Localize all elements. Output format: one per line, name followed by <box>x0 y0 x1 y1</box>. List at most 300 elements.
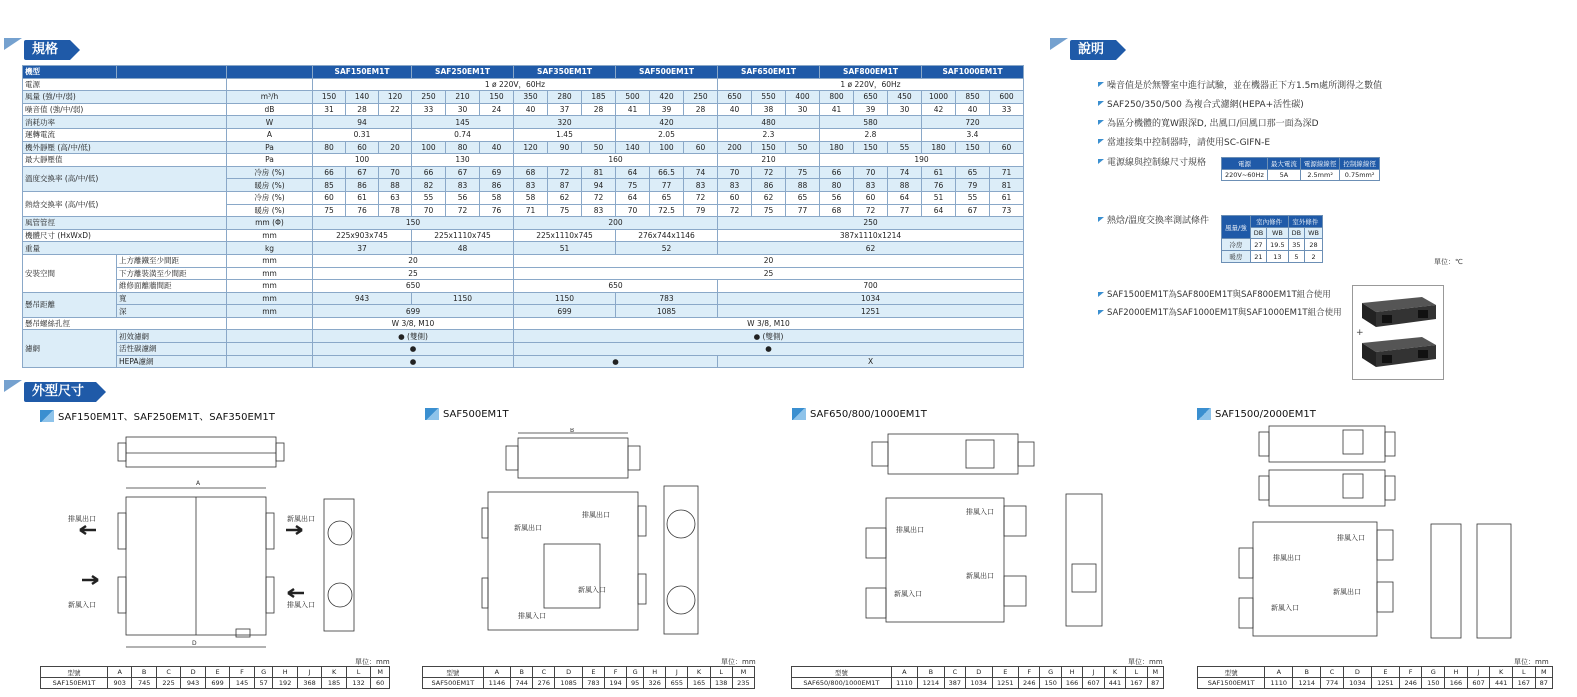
spec-cell: 66.5 <box>650 166 684 179</box>
dims-section-title: 外型尺寸 <box>24 382 96 402</box>
spec-cell: 75 <box>786 166 820 179</box>
spec-cell: 62 <box>548 191 582 204</box>
spec-cell: 1251 <box>718 305 1024 318</box>
spec-cell: X <box>718 355 1024 368</box>
spec-cell: 71 <box>514 204 548 217</box>
spec-cell: 56 <box>446 191 480 204</box>
spec-model-header: SAF1000EM1T <box>922 66 1024 79</box>
spec-cell: 250 <box>718 217 1024 230</box>
spec-cell: 64 <box>616 166 650 179</box>
spec-cell: 90 <box>548 141 582 154</box>
dimension-drawing-3 <box>836 428 1136 653</box>
spec-cell: W <box>227 116 313 129</box>
spec-cell: 88 <box>786 179 820 192</box>
spec-cell: 70 <box>718 166 752 179</box>
spec-cell: 88 <box>888 179 922 192</box>
spec-cell: 37 <box>313 242 412 255</box>
spec-cell: 熱焓交換率 (高/中/低) <box>23 191 227 216</box>
spec-cell: 80 <box>820 179 854 192</box>
spec-cell: 72 <box>446 204 480 217</box>
spec-row <box>23 217 1024 230</box>
spec-cell: 83 <box>854 179 888 192</box>
spec-cell: 0.31 <box>313 128 412 141</box>
test-condition-label: 熱焓/溫度交換率測試條件 <box>1098 213 1209 226</box>
dims-group-title: SAF500EM1T <box>425 408 509 420</box>
spec-cell: 200 <box>514 217 718 230</box>
spec-cell: 350 <box>514 91 548 104</box>
spec-cell: 250 <box>684 91 718 104</box>
spec-cell: 消耗功率 <box>23 116 227 129</box>
spec-cell: 500 <box>616 91 650 104</box>
spec-row <box>23 254 1024 267</box>
spec-cell: 暖房 (%) <box>227 204 313 217</box>
spec-cell: 電源 <box>23 78 227 91</box>
spec-cell: 320 <box>514 116 616 129</box>
note-item: 當連接集中控制器時，請使用SC-GIFN-E <box>1098 135 1270 148</box>
svg-text:排風入口: 排風入口 <box>966 508 994 516</box>
spec-cell: 2.3 <box>718 128 820 141</box>
spec-cell: mm <box>227 254 313 267</box>
spec-model-header: SAF500EM1T <box>616 66 718 79</box>
spec-cell: 120 <box>514 141 548 154</box>
dims-group-title: SAF1500/2000EM1T <box>1197 408 1316 420</box>
plus-sign: + <box>1356 328 1364 338</box>
spec-cell: 維修面離牆間距 <box>117 280 227 293</box>
spec-cell: 94 <box>313 116 412 129</box>
spec-cell: 40 <box>514 103 548 116</box>
svg-text:排風出口: 排風出口 <box>896 526 924 534</box>
dims-table-1: 型號 A B C D E F G H J K L M SAF150EM1T 903 745 225 943 699 145 57 192 368 185 132 60 <box>40 666 390 689</box>
note-item: 為區分機體的寬W跟深D, 出風口/回風口那一面為深D <box>1098 116 1319 129</box>
svg-text:新風入口: 新風入口 <box>894 590 922 598</box>
spec-cell: 83 <box>582 204 616 217</box>
spec-row <box>23 267 1024 280</box>
spec-cell: 初效濾網 <box>117 330 227 343</box>
spec-cell <box>227 317 313 330</box>
spec-row <box>23 305 1024 318</box>
section-marker-icon <box>1197 408 1211 420</box>
spec-cell: 62 <box>752 191 786 204</box>
dimension-drawing-2 <box>478 428 708 653</box>
spec-cell: 580 <box>820 116 922 129</box>
spec-cell: 機體尺寸 (HxWxD) <box>23 229 227 242</box>
spec-cell: 699 <box>514 305 616 318</box>
spec-cell: 72.5 <box>650 204 684 217</box>
spec-cell: ● <box>514 355 718 368</box>
spec-cell: 40 <box>956 103 990 116</box>
spec-row <box>23 242 1024 255</box>
spec-cell: W 3/8, M10 <box>313 317 514 330</box>
spec-row <box>23 141 1024 154</box>
spec-cell: mm (Φ) <box>227 217 313 230</box>
svg-text:B: B <box>570 428 575 434</box>
spec-row <box>23 116 1024 129</box>
spec-cell: 150 <box>480 91 514 104</box>
spec-cell: 73 <box>990 204 1024 217</box>
svg-text:排風入口: 排風入口 <box>1337 534 1365 542</box>
svg-text:新風出口: 新風出口 <box>966 572 994 580</box>
spec-cell: kg <box>227 242 313 255</box>
spec-cell: 225x903x745 <box>313 229 412 242</box>
spec-cell: 225x1110x745 <box>412 229 514 242</box>
spec-cell: 60 <box>684 141 718 154</box>
spec-cell: 943 <box>313 292 412 305</box>
spec-cell: 0.74 <box>412 128 514 141</box>
spec-cell: 650 <box>514 280 718 293</box>
dims-unit: 單位：mm <box>355 658 390 666</box>
spec-cell: 24 <box>480 103 514 116</box>
spec-cell: 83 <box>718 179 752 192</box>
spec-cell: mm <box>227 229 313 242</box>
spec-cell: 77 <box>888 204 922 217</box>
spec-cell: 79 <box>684 204 718 217</box>
dimension-drawing-1 <box>60 425 390 650</box>
spec-cell: 86 <box>480 179 514 192</box>
spec-cell: 85 <box>313 179 346 192</box>
spec-cell <box>227 66 313 79</box>
spec-cell: HEPA濾網 <box>117 355 227 368</box>
spec-cell: 39 <box>650 103 684 116</box>
spec-cell: 30 <box>888 103 922 116</box>
spec-cell: 150 <box>956 141 990 154</box>
spec-cell: 185 <box>582 91 616 104</box>
spec-row <box>23 91 1024 104</box>
spec-cell: 1150 <box>412 292 514 305</box>
spec-row <box>23 166 1024 179</box>
spec-cell: 77 <box>650 179 684 192</box>
spec-cell: mm <box>227 267 313 280</box>
svg-text:排風出口: 排風出口 <box>1273 554 1301 562</box>
spec-cell: 699 <box>313 305 514 318</box>
spec-cell: Pa <box>227 154 313 167</box>
spec-cell: 60 <box>990 141 1024 154</box>
svg-text:排風入口: 排風入口 <box>518 612 546 620</box>
spec-row <box>23 355 1024 368</box>
dims-unit: 單位：mm <box>1514 658 1549 666</box>
spec-cell: 72 <box>854 204 888 217</box>
spec-cell: 72 <box>548 166 582 179</box>
spec-cell: 61 <box>346 191 379 204</box>
spec-cell: W 3/8, M10 <box>514 317 1024 330</box>
svg-text:新風出口: 新風出口 <box>1333 588 1361 596</box>
spec-cell: 600 <box>990 91 1024 104</box>
dims-unit: 單位：mm <box>1128 658 1163 666</box>
spec-cell: ● <box>514 343 1024 356</box>
spec-cell: 2.05 <box>616 128 718 141</box>
dimension-drawing-4 <box>1225 422 1525 654</box>
spec-model-header: SAF650EM1T <box>718 66 820 79</box>
spec-cell: 噪音值 (強/中/弱) <box>23 103 227 116</box>
svg-text:排風出口: 排風出口 <box>68 515 96 523</box>
spec-cell: 60 <box>718 191 752 204</box>
svg-text:新風入口: 新風入口 <box>1271 604 1299 612</box>
spec-cell: 180 <box>922 141 956 154</box>
spec-cell: 200 <box>718 141 752 154</box>
spec-cell: 850 <box>956 91 990 104</box>
spec-cell: 64 <box>888 191 922 204</box>
spec-cell: mm <box>227 305 313 318</box>
spec-cell: 濾網 <box>23 330 117 368</box>
spec-cell: m³/h <box>227 91 313 104</box>
spec-row <box>23 343 1024 356</box>
spec-cell: 冷房 (%) <box>227 191 313 204</box>
spec-cell: 風管管徑 <box>23 217 227 230</box>
spec-cell: 75 <box>752 204 786 217</box>
spec-cell: 51 <box>514 242 616 255</box>
spec-header-row <box>23 66 1024 79</box>
spec-cell: 800 <box>820 91 854 104</box>
svg-text:新風出口: 新風出口 <box>514 524 542 532</box>
spec-cell: 210 <box>718 154 820 167</box>
spec-cell: 61 <box>922 166 956 179</box>
spec-cell: 1 ø 220V，60Hz <box>313 78 718 91</box>
spec-cell: 56 <box>820 191 854 204</box>
spec-cell: Pa <box>227 141 313 154</box>
spec-cell: 深 <box>117 305 227 318</box>
spec-cell: 387x1110x1214 <box>718 229 1024 242</box>
spec-cell: 20 <box>313 254 514 267</box>
spec-cell: 31 <box>313 103 346 116</box>
spec-cell <box>227 330 313 343</box>
note-item: 噪音值是於無響室中進行試驗，並在機器正下方1.5m處所測得之數值 <box>1098 78 1382 91</box>
spec-cell: 100 <box>650 141 684 154</box>
svg-text:新風入口: 新風入口 <box>578 586 606 594</box>
dims-table-2: 型號 A B C D E F G H J K L M SAF500EM1T 1146 744 276 1085 783 194 95 326 655 165 138 235 <box>422 666 755 689</box>
spec-cell: 420 <box>616 116 718 129</box>
spec-cell: 65 <box>650 191 684 204</box>
spec-cell: 寬 <box>117 292 227 305</box>
combo-note-2: SAF2000EM1T為SAF1000EM1T與SAF1000EM1T組合使用 <box>1098 306 1342 318</box>
spec-cell: 480 <box>718 116 820 129</box>
spec-cell: 720 <box>922 116 1024 129</box>
spec-row <box>23 128 1024 141</box>
spec-cell: 78 <box>379 204 412 217</box>
spec-cell: 40 <box>480 141 514 154</box>
spec-cell: 83 <box>684 179 718 192</box>
spec-cell: 62 <box>718 242 1024 255</box>
spec-row <box>23 191 1024 204</box>
spec-cell: 76 <box>922 179 956 192</box>
spec-cell: 最大靜壓值 <box>23 154 227 167</box>
spec-model-header: SAF800EM1T <box>820 66 922 79</box>
spec-cell: 67 <box>446 166 480 179</box>
spec-cell: 82 <box>412 179 446 192</box>
spec-table <box>22 65 1024 368</box>
spec-cell: 276x744x1146 <box>616 229 718 242</box>
svg-text:排風出口: 排風出口 <box>582 511 610 519</box>
spec-cell: 140 <box>346 91 379 104</box>
spec-cell: ● <box>313 355 514 368</box>
spec-cell: 83 <box>514 179 548 192</box>
note-section-title: 說明 <box>1070 40 1116 60</box>
spec-cell: 25 <box>313 267 514 280</box>
spec-cell: 550 <box>752 91 786 104</box>
spec-cell: 150 <box>854 141 888 154</box>
spec-cell: 650 <box>718 91 752 104</box>
spec-cell: 65 <box>786 191 820 204</box>
spec-cell: 210 <box>446 91 480 104</box>
spec-cell: 重量 <box>23 242 227 255</box>
spec-cell: 68 <box>820 204 854 217</box>
spec-cell: 74 <box>684 166 718 179</box>
spec-model-header: SAF350EM1T <box>514 66 616 79</box>
spec-cell: 66 <box>313 166 346 179</box>
spec-cell: ● <box>313 343 514 356</box>
spec-cell: 暖房 (%) <box>227 179 313 192</box>
spec-cell: 1.45 <box>514 128 616 141</box>
spec-cell: 37 <box>548 103 582 116</box>
spec-cell: 150 <box>313 217 514 230</box>
spec-row <box>23 229 1024 242</box>
spec-cell: 68 <box>514 166 548 179</box>
spec-cell: 400 <box>786 91 820 104</box>
spec-cell: 88 <box>379 179 412 192</box>
spec-cell: 783 <box>616 292 718 305</box>
spec-cell: 58 <box>514 191 548 204</box>
dims-table-3: 型號 A B C D E F G H J K L M SAF650/800/1000EM1T 1110 1214 387 1034 1251 246 150 166 607 441 167 87 <box>791 666 1164 689</box>
section-marker-icon <box>792 408 806 420</box>
spec-cell: 180 <box>820 141 854 154</box>
spec-cell: mm <box>227 292 313 305</box>
spec-row <box>23 330 1024 343</box>
spec-row <box>23 154 1024 167</box>
spec-row <box>23 317 1024 330</box>
spec-header-label: 機型 <box>23 66 117 79</box>
spec-cell: 50 <box>786 141 820 154</box>
spec-cell: 活性碳濾網 <box>117 343 227 356</box>
spec-cell: 420 <box>650 91 684 104</box>
spec-cell: 28 <box>684 103 718 116</box>
spec-cell: 150 <box>752 141 786 154</box>
spec-cell: 94 <box>582 179 616 192</box>
spec-cell: 700 <box>718 280 1024 293</box>
spec-row <box>23 103 1024 116</box>
spec-cell: 190 <box>820 154 1024 167</box>
spec-cell: 70 <box>616 204 650 217</box>
svg-text:新風入口: 新風入口 <box>68 601 96 609</box>
spec-cell: 86 <box>346 179 379 192</box>
spec-cell: 80 <box>446 141 480 154</box>
spec-cell: 145 <box>412 116 514 129</box>
spec-cell: 52 <box>616 242 718 255</box>
spec-cell: 83 <box>446 179 480 192</box>
note-item: 電源線與控制線尺寸規格 <box>1098 155 1206 168</box>
spec-row <box>23 78 1024 91</box>
spec-cell: 66 <box>820 166 854 179</box>
spec-cell: 上方離鐵至少間距 <box>117 254 227 267</box>
spec-cell: 77 <box>786 204 820 217</box>
dims-table-4: 型號 A B C D E F G H J K L M SAF1500EM1T 1110 1214 774 1034 1251 246 150 166 607 441 167 87 <box>1197 666 1553 689</box>
spec-cell: 1150 <box>514 292 616 305</box>
spec-cell: 機外靜壓 (高/中/低) <box>23 141 227 154</box>
spec-cell: 450 <box>888 91 922 104</box>
spec-cell: 41 <box>820 103 854 116</box>
spec-cell: 3.4 <box>922 128 1024 141</box>
spec-cell: 33 <box>990 103 1024 116</box>
spec-cell: 60 <box>854 191 888 204</box>
spec-model-header: SAF250EM1T <box>412 66 514 79</box>
spec-model-header: SAF150EM1T <box>313 66 412 79</box>
svg-text:排風入口: 排風入口 <box>287 601 315 609</box>
spec-cell: ● (雙側) <box>313 330 514 343</box>
spec-cell: 67 <box>346 166 379 179</box>
spec-cell: 70 <box>412 204 446 217</box>
spec-cell: 40 <box>718 103 752 116</box>
test-unit: 單位：℃ <box>1434 258 1463 266</box>
spec-cell: 72 <box>582 191 616 204</box>
spec-cell <box>227 78 313 91</box>
spec-cell: 1 ø 220V，60Hz <box>718 78 1024 91</box>
test-condition-table: 風量/強 室內條件 室外條件 DB WB DB WB 冷房 27 19.5 35 28 暖房 21 13 5 2 <box>1221 215 1323 263</box>
svg-text:D: D <box>192 640 197 647</box>
spec-cell: 71 <box>990 166 1024 179</box>
spec-section-tag <box>4 38 70 62</box>
spec-cell: 72 <box>684 191 718 204</box>
spec-row <box>23 280 1024 293</box>
spec-cell: 650 <box>313 280 514 293</box>
dims-group-title: SAF150EM1T、SAF250EM1T、SAF350EM1T <box>40 408 275 423</box>
spec-cell: 42 <box>922 103 956 116</box>
spec-cell: 250 <box>412 91 446 104</box>
spec-cell <box>227 355 313 368</box>
spec-cell: 75 <box>616 179 650 192</box>
spec-cell: 72 <box>752 166 786 179</box>
spec-cell: 64 <box>922 204 956 217</box>
spec-cell: 33 <box>412 103 446 116</box>
spec-cell: 100 <box>412 141 446 154</box>
spec-cell: 2.8 <box>820 128 922 141</box>
spec-cell: 28 <box>582 103 616 116</box>
spec-cell: 懸吊螺絲孔徑 <box>23 317 227 330</box>
spec-cell: 160 <box>514 154 718 167</box>
spec-cell: 76 <box>346 204 379 217</box>
dims-unit: 單位：mm <box>721 658 756 666</box>
spec-cell: 30 <box>446 103 480 116</box>
spec-cell: A <box>227 128 313 141</box>
spec-cell: 70 <box>379 166 412 179</box>
spec-cell: 58 <box>480 191 514 204</box>
spec-cell: 55 <box>956 191 990 204</box>
dims-group-title: SAF650/800/1000EM1T <box>792 408 927 420</box>
spec-cell: 67 <box>956 204 990 217</box>
spec-cell: 41 <box>616 103 650 116</box>
spec-cell: 38 <box>752 103 786 116</box>
spec-cell: 風量 (強/中/弱) <box>23 91 227 104</box>
spec-section-title: 規格 <box>24 40 70 60</box>
spec-cell: 80 <box>313 141 346 154</box>
svg-text:A: A <box>196 480 201 487</box>
spec-cell: dB <box>227 103 313 116</box>
spec-cell: 72 <box>718 204 752 217</box>
section-marker-icon <box>40 410 54 422</box>
spec-cell <box>117 66 227 79</box>
spec-cell: 61 <box>990 191 1024 204</box>
spec-cell: 51 <box>922 191 956 204</box>
spec-cell: 1000 <box>922 91 956 104</box>
spec-cell: 運轉電流 <box>23 128 227 141</box>
spec-cell: 溫度交換率 (高/中/低) <box>23 166 227 191</box>
spec-cell: 63 <box>379 191 412 204</box>
combo-unit-image <box>1352 285 1444 380</box>
spec-cell: 76 <box>480 204 514 217</box>
spec-cell: 140 <box>616 141 650 154</box>
spec-cell: 81 <box>582 166 616 179</box>
spec-cell: 74 <box>888 166 922 179</box>
dims-section-tag <box>4 380 96 404</box>
spec-cell: 87 <box>548 179 582 192</box>
note-item: SAF250/350/500 為複合式濾網(HEPA+活性碳) <box>1098 97 1304 110</box>
spec-cell: 650 <box>854 91 888 104</box>
